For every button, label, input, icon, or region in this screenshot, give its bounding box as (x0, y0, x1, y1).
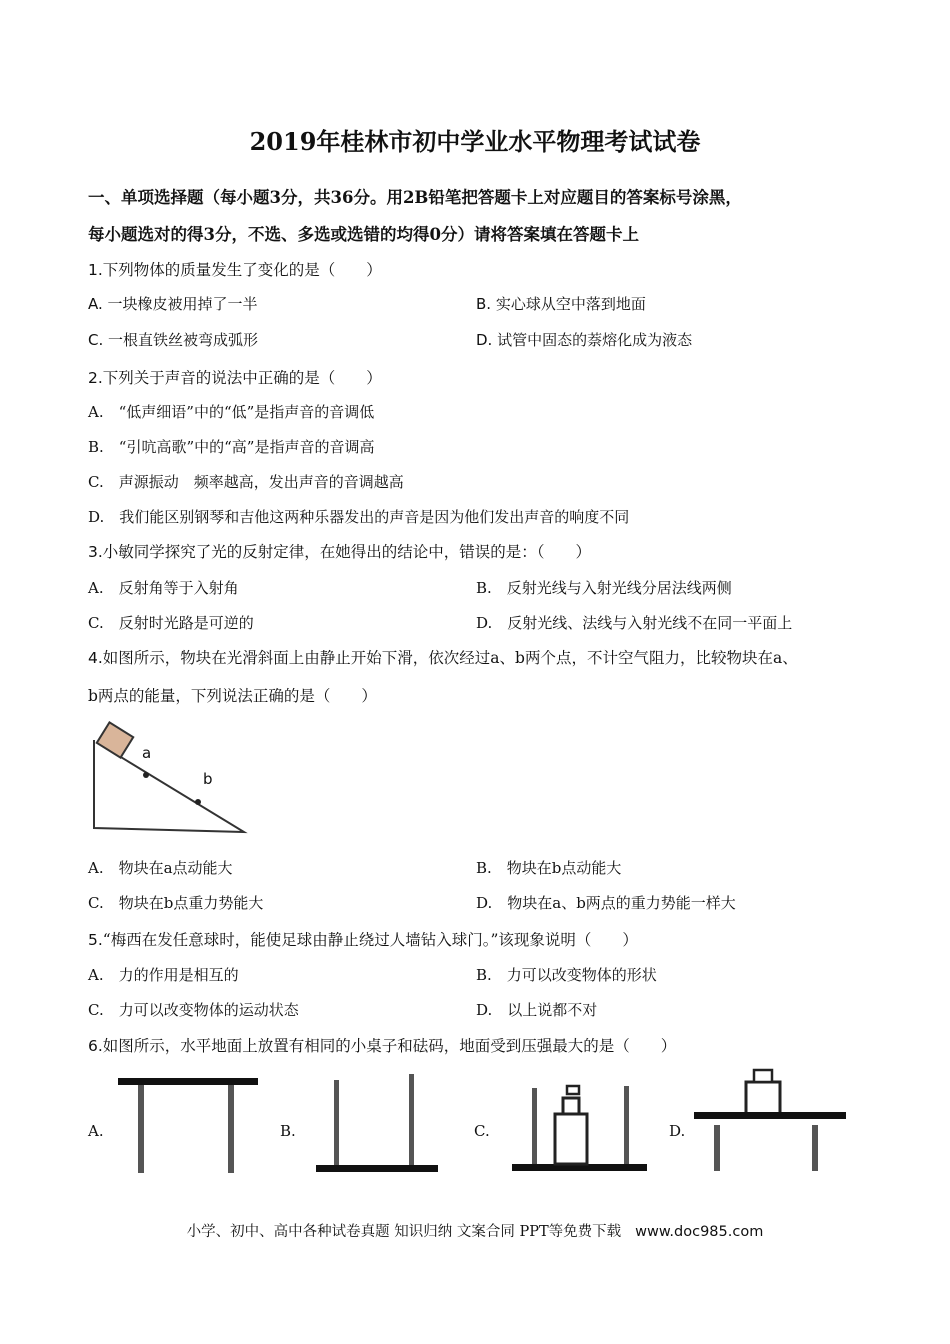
section-heading-line1: 一、单项选择题（每小题3分，共36分。用2B铅笔把答题卡上对应题目的答案标号涂黑， (88, 188, 742, 207)
q2-option-b: B. “引吭高歌”中的“高”是指声音的音调高 (88, 438, 375, 456)
q4-option-c: C. 物块在b点重力势能大 (88, 894, 264, 912)
option-text: 试管中固态的萘熔化成为液态 (497, 331, 693, 349)
q5-option-d: D. 以上说都不对 (476, 1001, 598, 1019)
question-2 (88, 366, 382, 388)
q2-option-a: A. “低声细语”中的“低”是指声音的音调低 (88, 403, 375, 421)
table-inverted-with-weight-figure (512, 1064, 652, 1174)
question-stem: 小敏同学探究了光的反射定律，在她得出的结论中，错误的是：（ ） (102, 543, 592, 561)
question-number: 5. (88, 931, 103, 949)
question-4 (88, 646, 798, 668)
question-number: 4. (88, 649, 103, 667)
option-text: 实心球从空中落到地面 (495, 295, 646, 313)
option-letter: B. (476, 295, 492, 313)
question-number: 6. (88, 1037, 103, 1055)
incline-figure (88, 722, 258, 842)
q5-option-a: A. 力的作用是相互的 (88, 966, 239, 984)
q1-option-b (476, 293, 646, 314)
q6-option-c-label: C. (474, 1122, 490, 1140)
page-title: 2019年桂林市初中学业水平物理考试试卷 (249, 127, 701, 156)
q5-option-b: B. 力可以改变物体的形状 (476, 966, 657, 984)
question-stem: 如图所示，水平地面上放置有相同的小桌子和砝码，地面受到压强最大的是（ ） (102, 1037, 677, 1055)
question-stem: 下列物体的质量发生了变化的是（ ） (102, 261, 382, 279)
q3-option-c: C. 反射时光路是可逆的 (88, 614, 254, 632)
q3-option-b: B. 反射光线与入射光线分居法线两侧 (476, 579, 732, 597)
table-inverted-figure (316, 1072, 446, 1172)
footer-url[interactable]: www.doc985.com (635, 1224, 764, 1240)
option-letter: A. (88, 295, 103, 313)
option-letter: D. (476, 331, 493, 349)
question-stem: 下列关于声音的说法中正确的是（ ） (102, 369, 382, 387)
question-1 (88, 258, 382, 280)
point-b-label: b (203, 770, 213, 788)
question-stem: 如图所示，物块在光滑斜面上由静止开始下滑，依次经过a、b两个点，不计空气阻力，比较物块在a、 (102, 649, 798, 667)
section-heading-line2: 每小题选对的得3分，不选、多选或选错的均得0分）请将答案填在答题卡上 (88, 225, 639, 244)
q3-option-a: A. 反射角等于入射角 (88, 579, 239, 597)
q3-option-d: D. 反射光线、法线与入射光线不在同一平面上 (476, 614, 793, 632)
q6-option-d-label: D. (669, 1122, 686, 1140)
q4-option-b: B. 物块在b点动能大 (476, 859, 622, 877)
q6-option-b-label: B. (280, 1122, 296, 1140)
q2-option-c: C. 声源振动 频率越高，发出声音的音调越高 (88, 473, 404, 491)
q1-option-a (88, 293, 258, 314)
q5-option-c: C. 力可以改变物体的运动状态 (88, 1001, 299, 1019)
option-text: 一根直铁丝被弯成弧形 (108, 331, 259, 349)
question-number: 1. (88, 261, 103, 279)
table-upright-with-weight-figure (694, 1066, 854, 1176)
page-footer (0, 1220, 950, 1241)
question-3 (88, 540, 591, 562)
q2-option-d: D. 我们能区别钢琴和吉他这两种乐器发出的声音是因为他们发出声音的响度不同 (88, 508, 630, 526)
question-number: 2. (88, 369, 103, 387)
option-text: 一块橡皮被用掉了一半 (107, 295, 258, 313)
question-6 (88, 1034, 676, 1056)
question-5 (88, 928, 638, 950)
question-number: 3. (88, 543, 103, 561)
q1-option-d (476, 329, 692, 350)
q1-option-c (88, 329, 258, 350)
table-upright-figure (118, 1076, 258, 1176)
footer-text: 小学、初中、高中各种试卷真题 知识归纳 文案合同 PPT等免费下载 (186, 1224, 622, 1240)
question-stem: “梅西在发任意球时，能使足球由静止绕过人墙钻入球门。”该现象说明（ ） (102, 931, 638, 949)
question-4-stem-line2: b两点的能量，下列说法正确的是（ ） (88, 687, 377, 705)
q4-option-d: D. 物块在a、b两点的重力势能一样大 (476, 894, 736, 912)
q6-option-a-label: A. (88, 1122, 104, 1140)
q4-option-a: A. 物块在a点动能大 (88, 859, 233, 877)
point-a-label: a (142, 744, 152, 762)
option-letter: C. (88, 331, 104, 349)
